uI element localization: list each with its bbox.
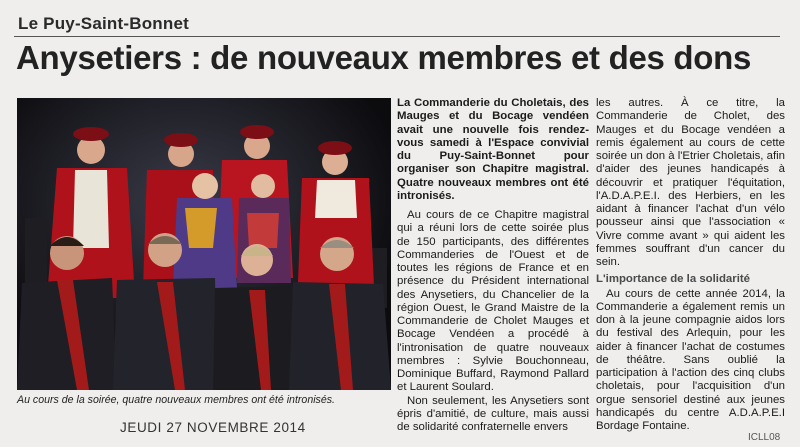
article-lead: La Commanderie du Choletais, des Mauges et du Bocage vendéen avait une nouvelle fois rendez-vous samedi à l'Espace convivial du Puy-Saint-Bonnet pour organiser son Chapitre magistral. Quatre nouveaux membres ont été intronisés. [397, 97, 589, 202]
section-kicker: Le Puy-Saint-Bonnet [18, 14, 189, 33]
article-paragraph-2-start: Non seulement, les Anysetiers sont épris d'amitié, de culture, mais aussi de solidarité confraternelle envers [397, 394, 589, 433]
article-column-1 [397, 97, 589, 434]
article-photo [17, 98, 391, 390]
article-paragraph-3: Au cours de cette année 2014, la Commanderie a également remis un don à la jeune compagnie aidos lors du festival des Arlequin, pour les aider à financer l'achat de costumes de théâtre. Sans oublié la participation à l'action des cinq clubs choletais, pour l'acquisition d'un orgue sensoriel destiné aux jeunes handicapés du centre A.D.A.P.E.I Bordage Fontaine. [596, 287, 785, 432]
page-reference: ICLL08 [748, 432, 781, 443]
article-column-2 [596, 97, 785, 433]
photo-caption: Au cours de la soirée, quatre nouveaux membres ont été intronisés. [17, 394, 335, 406]
article-paragraph-2-end: les autres. À ce titre, la Commanderie de Cholet, des Mauges et du Bocage vendéen a remis également au cours de cette soirée un don à l'Etrier Choletais, afin d'aider des jeunes handicapés à découvrir et pratiquer l'équitation, l'A.D.A.P.E.I. des Herbiers, en les aidant à financer l'achat d'un vélo pousseur ainsi que l'association « Vivre comme avant » qui aident les femmes souffrant d'un cancer du sein. [596, 97, 785, 268]
headline: Anysetiers : de nouveaux membres et des dons [16, 39, 752, 76]
dateline: JEUDI 27 NOVEMBRE 2014 [120, 420, 306, 435]
article-subhead: L'importance de la solidarité [596, 273, 750, 286]
header-rule [14, 36, 780, 37]
stage-light-left [25, 218, 47, 288]
article-paragraph-1: Au cours de ce Chapitre magistral qui a réuni lors de cette soirée plus de 150 participants, des différentes Commanderies de l'Ouest et de toutes les régions de France et en présence du Président international des Anysetiers, du Chancelier de la région Ouest, le Grand Maistre de la Commanderie de Cholet Mauges et Bocage Vendéen a procédé à l'intronisation de quatre nouveaux membres : Sylvie Bouchonneau, Dominique Buffard, Raymond Pallard et Laurent Soulard. [397, 209, 589, 394]
